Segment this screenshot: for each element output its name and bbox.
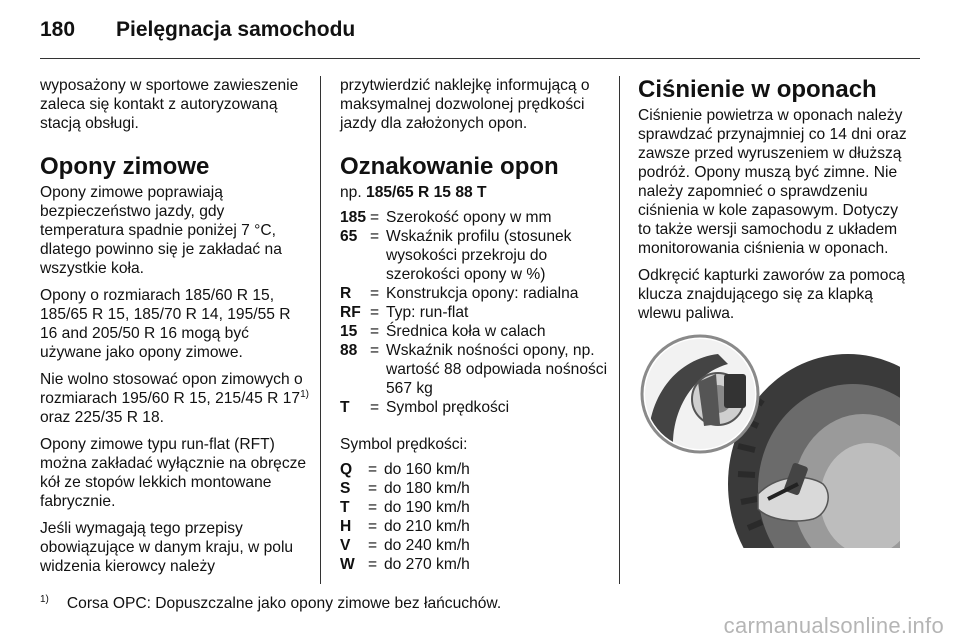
code-eq: =	[370, 209, 380, 226]
winter-tyres-p2: Opony o rozmiarach 185/60 R 15, 185/65 R 15, 185/70 R 14, 195/55 R 16 and 205/50 R 16 mogą być używane jako opony zimowe.	[40, 287, 291, 361]
speed-eq: =	[368, 480, 378, 497]
code-row	[340, 303, 610, 322]
heading-tyre-pressure: Ciśnienie w oponach	[638, 76, 877, 103]
speed-symbol-table	[340, 460, 610, 574]
winter-tyres-p4: Opony zimowe typu run-flat (RFT) można zakładać wyłącznie na obręcze kół ze stopów lekkich montowane fabrycznie.	[40, 436, 307, 510]
page-header	[40, 18, 920, 48]
heading-tyre-designations: Oznakowanie opon	[340, 153, 559, 180]
code-row	[340, 398, 610, 417]
code-key: 185	[340, 209, 367, 226]
designation-table	[340, 208, 610, 417]
speed-eq: =	[368, 499, 378, 516]
speed-eq: =	[368, 556, 378, 573]
code-eq: =	[370, 399, 380, 416]
header-divider	[40, 58, 920, 59]
code-row	[340, 284, 610, 303]
code-value: Średnica koła w calach	[386, 323, 546, 340]
speed-value: do 210 km/h	[384, 518, 470, 535]
speed-key: Q	[340, 461, 353, 478]
winter-tyres-p5: Jeśli wymagają tego przepisy obowiązujące w danym kraju, w polu widzenia kierowcy należy	[40, 520, 294, 575]
code-row	[340, 341, 610, 398]
code-row	[340, 322, 610, 341]
code-eq: =	[370, 304, 380, 321]
speed-key: W	[340, 556, 355, 573]
speed-row	[340, 460, 610, 479]
page-number: 180	[40, 18, 76, 41]
speed-value: do 180 km/h	[384, 480, 470, 497]
speed-key: S	[340, 480, 351, 497]
code-row	[340, 208, 610, 227]
code-value: Szerokość opony w mm	[386, 209, 552, 226]
speed-eq: =	[368, 518, 378, 535]
column-2	[340, 76, 610, 574]
heading-winter-tyres: Opony zimowe	[40, 153, 210, 180]
code-key: 15	[340, 323, 358, 340]
code-value: Wskaźnik nośności opony, np. wartość 88 odpowiada nośności 567 kg	[386, 342, 608, 397]
speed-row	[340, 517, 610, 536]
footnote-ref: 1)	[300, 388, 309, 400]
speed-key: T	[340, 499, 350, 516]
col1-intro: wyposażony w sportowe zawieszenie zaleca się kontakt z autoryzowaną stacją obsługi.	[40, 77, 299, 132]
speed-symbol-title: Symbol prędkości:	[340, 436, 468, 453]
code-key: 88	[340, 342, 358, 359]
speed-row	[340, 479, 610, 498]
code-eq: =	[370, 228, 380, 245]
column-3	[638, 76, 908, 331]
column-1	[40, 76, 310, 584]
designation-example	[340, 183, 610, 202]
code-value: Symbol prędkości	[386, 399, 510, 416]
speed-key: V	[340, 537, 351, 554]
code-row	[340, 227, 610, 284]
code-key: T	[340, 399, 350, 416]
speed-row	[340, 498, 610, 517]
code-value: Wskaźnik profilu (stosunek wysokości przekroju do szerokości opony w %)	[386, 228, 572, 283]
winter-tyres-p3-a: Nie wolno stosować opon zimowych o rozmiarach 195/60 R 15, 215/45 R 17	[40, 371, 303, 407]
speed-value: do 240 km/h	[384, 537, 470, 554]
page-title: Pielęgnacja samochodu	[116, 18, 356, 41]
watermark: carmanualsonline.info	[723, 613, 944, 638]
code-eq: =	[370, 342, 380, 359]
winter-tyres-p3-b: oraz 225/35 R 18.	[40, 409, 164, 426]
code-key: RF	[340, 304, 361, 321]
example-code: 185/65 R 15 88 T	[366, 184, 487, 201]
column-divider-2	[619, 76, 620, 584]
winter-tyres-p1: Opony zimowe poprawiają bezpieczeństwo jazdy, gdy temperatura spadnie poniżej 7 °C, dlatego powinno się je zakładać na wszystkie koła.	[40, 184, 282, 277]
code-key: 65	[340, 228, 358, 245]
winter-tyres-p3	[40, 370, 310, 427]
footnote-mark: 1)	[40, 594, 49, 605]
code-value: Typ: run-flat	[386, 304, 469, 321]
valve-cap-illustration	[638, 334, 900, 548]
footnote	[40, 590, 501, 613]
speed-value: do 190 km/h	[384, 499, 470, 516]
speed-row	[340, 555, 610, 574]
speed-value: do 270 km/h	[384, 556, 470, 573]
code-value: Konstrukcja opony: radialna	[386, 285, 579, 302]
column-divider-1	[320, 76, 321, 584]
speed-key: H	[340, 518, 352, 535]
speed-eq: =	[368, 461, 378, 478]
code-key: R	[340, 285, 352, 302]
speed-eq: =	[368, 537, 378, 554]
example-prefix: np.	[340, 184, 367, 201]
speed-value: do 160 km/h	[384, 461, 470, 478]
tyre-pressure-p2: Odkręcić kapturki zaworów za pomocą klucza znajdującego się za klapką wlewu paliwa.	[638, 267, 905, 322]
code-eq: =	[370, 323, 380, 340]
tyre-pressure-p1: Ciśnienie powietrza w oponach należy sprawdzać przynajmniej co 14 dni oraz zawsze przed wyruszeniem w dłuższą podróż. Opony muszą być zimne. Nie należy zapomnieć o sprawdzeniu ciśnienia w kole zapasowym. Dotyczy to także wersji samochodu z układem monitorowania ciśnienia w oponach.	[638, 107, 907, 257]
code-eq: =	[370, 285, 380, 302]
footnote-text: Corsa OPC: Dopuszczalne jako opony zimowe bez łańcuchów.	[66, 595, 502, 612]
speed-row	[340, 536, 610, 555]
col2-intro: przytwierdzić naklejkę informującą o maksymalnej dozwolonej prędkości jazdy dla założonych opon.	[340, 77, 590, 132]
